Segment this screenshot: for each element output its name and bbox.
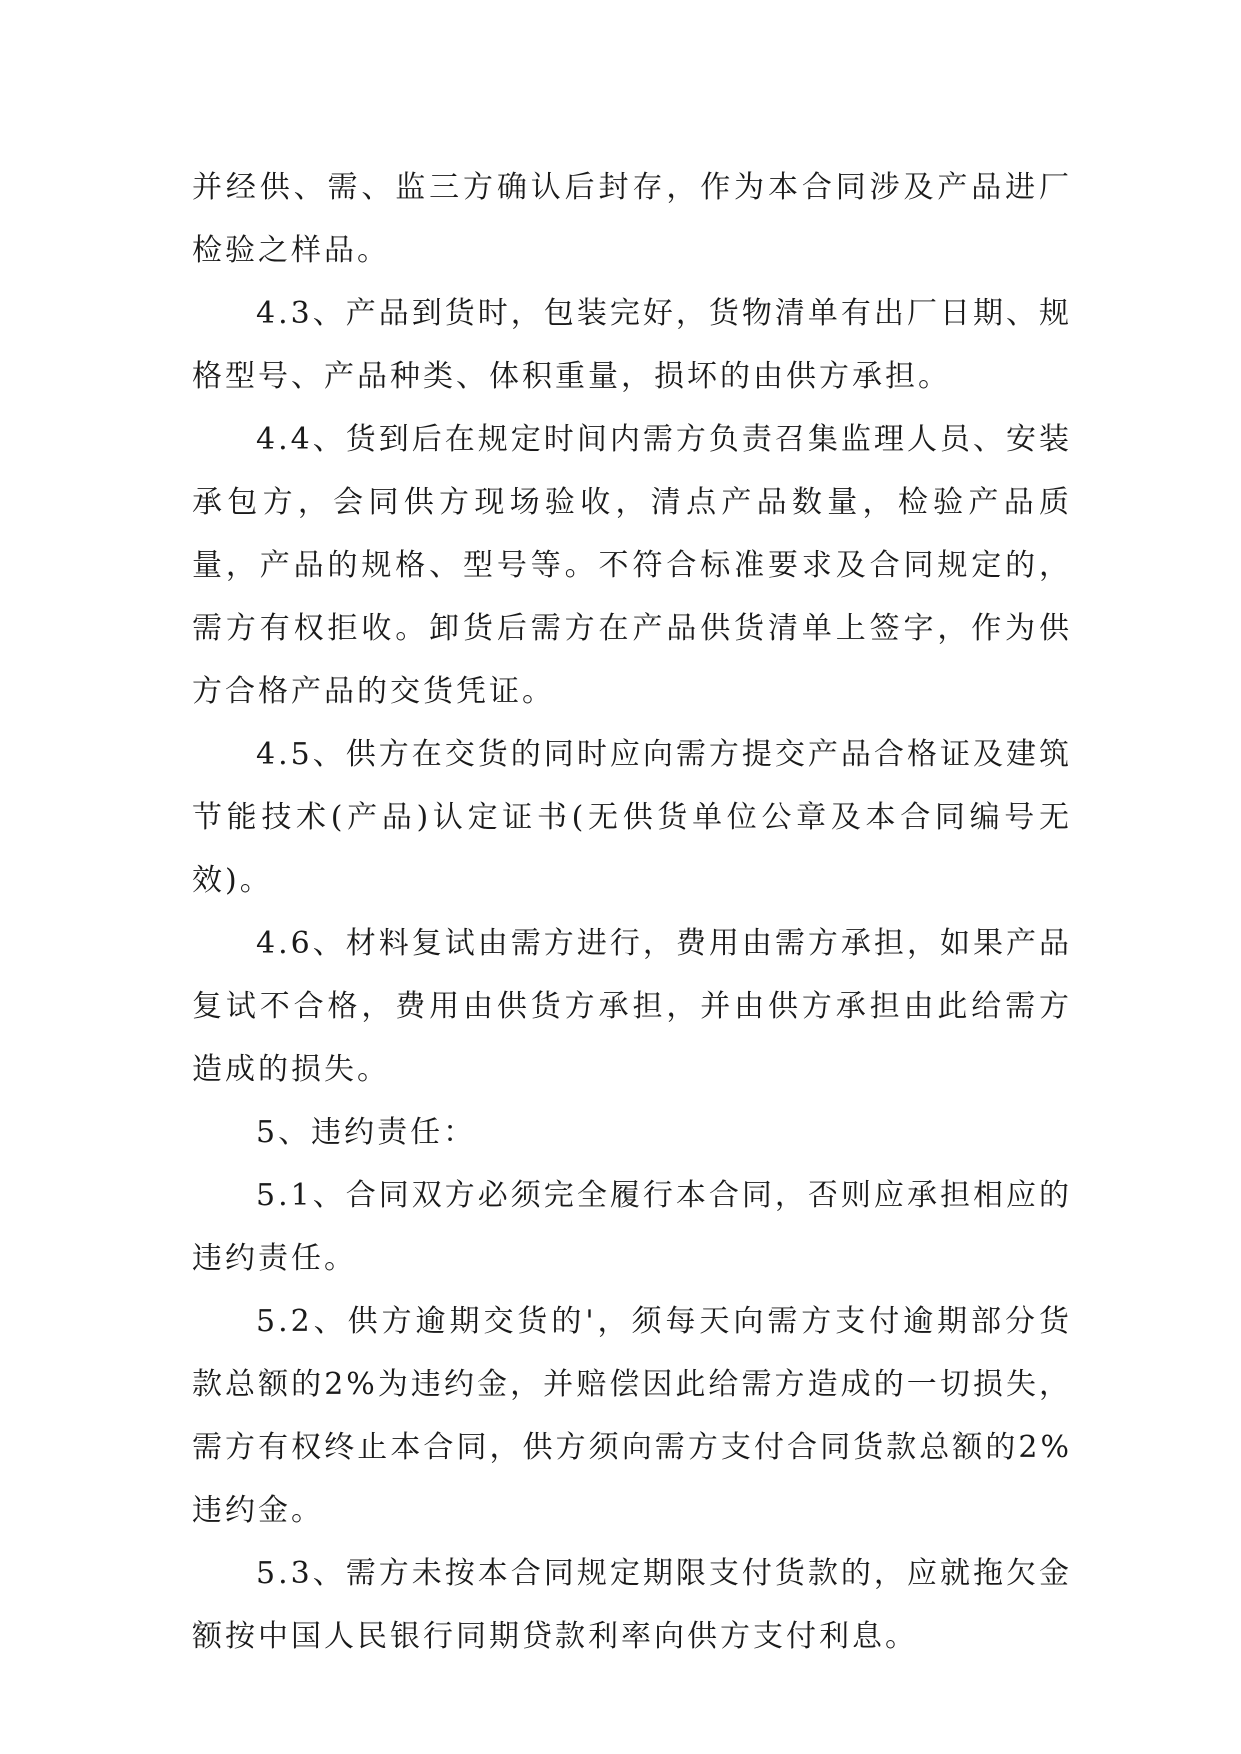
paragraph-sample-sealing: 并经供、需、监三方确认后封存，作为本合同涉及产品进厂检验之样品。 <box>192 170 1072 268</box>
paragraph-clause-4-6: 4.6、材料复试由需方进行，费用由需方承担，如果产品复试不合格，费用由供货方承担，并由供方承担由此给需方造成的损失。 <box>192 926 1072 1087</box>
paragraph-clause-4-4: 4.4、货到后在规定时间内需方负责召集监理人员、安装承包方，会同供方现场验收，清点产品数量，检验产品质量，产品的规格、型号等。不符合标准要求及合同规定的，需方有权拒收。卸货后需方在产品供货清单上签字，作为供方合格产品的交货凭证。 <box>192 422 1072 709</box>
paragraph-clause-5-3: 5.3、需方未按本合同规定期限支付货款的，应就拖欠金额按中国人民银行同期贷款利率向供方支付利息。 <box>192 1556 1072 1654</box>
section-heading-5: 5、违约责任： <box>256 1115 477 1150</box>
paragraph-clause-5-1: 5.1、合同双方必须完全履行本合同，否则应承担相应的违约责任。 <box>192 1178 1072 1276</box>
paragraph-clause-4-3: 4.3、产品到货时，包装完好，货物清单有出厂日期、规格型号、产品种类、体积重量，损坏的由供方承担。 <box>192 296 1072 394</box>
paragraph-clause-4-5: 4.5、供方在交货的同时应向需方提交产品合格证及建筑节能技术(产品)认定证书(无供货单位公章及本合同编号无效)。 <box>192 737 1072 898</box>
paragraph-clause-5-2: 5.2、供方逾期交货的'，须每天向需方支付逾期部分货款总额的2%为违约金，并赔偿因此给需方造成的一切损失，需方有权终止本合同，供方须向需方支付合同货款总额的2%违约金。 <box>192 1304 1072 1528</box>
document-page <box>192 156 1072 1668</box>
